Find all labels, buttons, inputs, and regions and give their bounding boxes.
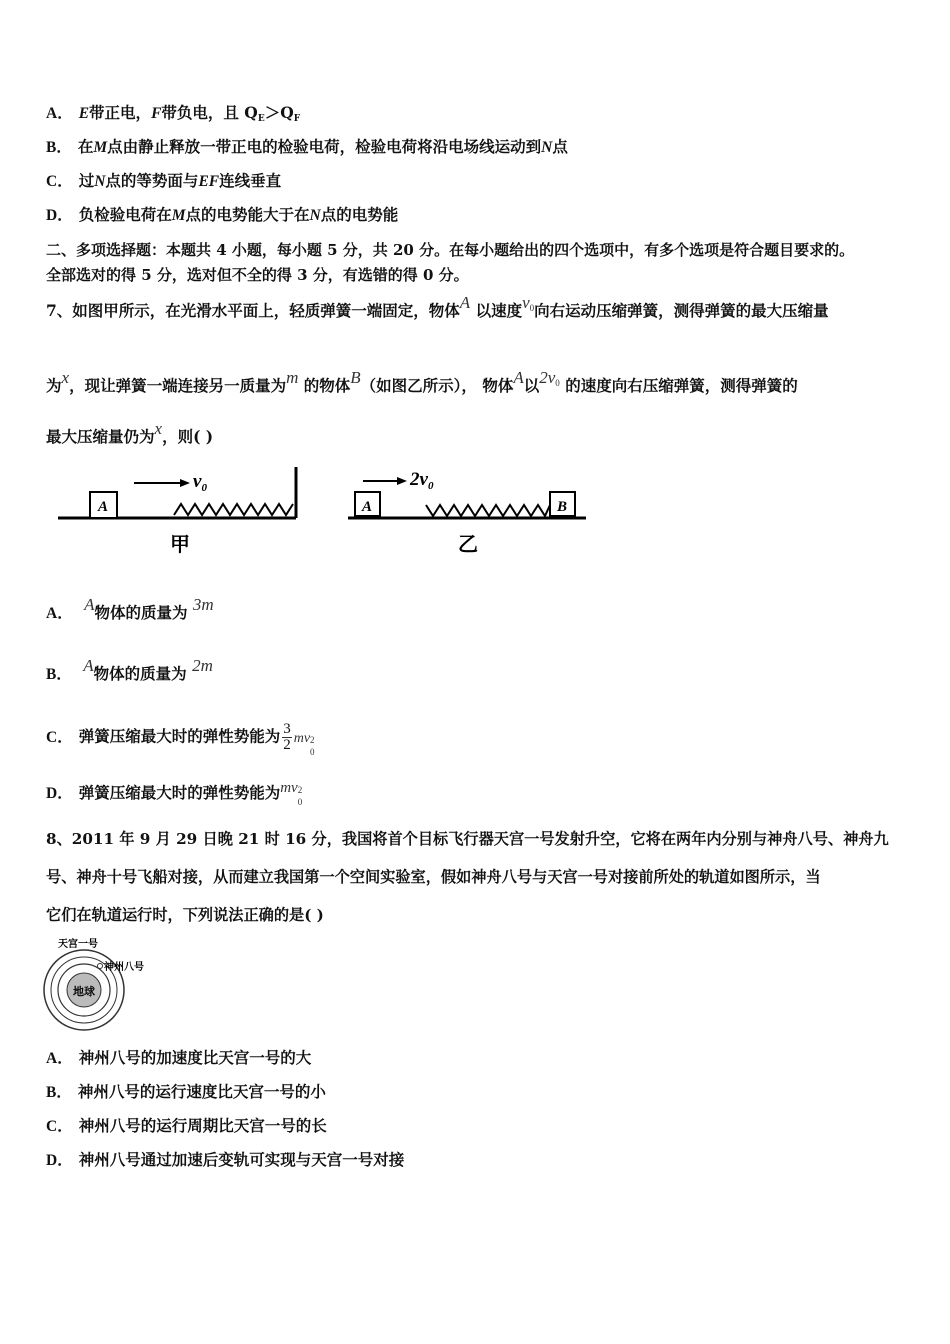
q8-orbit-figure bbox=[40, 934, 170, 1034]
q6-option-a: A． E带正电，F带负电，且 $Q_E>Q_F$ bbox=[46, 103, 301, 124]
caption-jia: 甲 bbox=[170, 534, 190, 556]
section2-line2: 全部选对的得 5 分，选对但不全的得 3 分，有选错的得 0 分。 bbox=[46, 266, 469, 284]
q7-stem-line1: 7、如图甲所示，在光滑水平面上，轻质弹簧一端固定，物体A 以速度$v_0$向右运动压缩弹簧，测得弹簧的最大压缩量 bbox=[46, 293, 829, 320]
shenzhou-label: 神州八号 bbox=[104, 962, 144, 973]
caption-yi: 乙 bbox=[458, 534, 478, 556]
arrowhead-jia bbox=[180, 479, 190, 487]
fraction-3-2: $\frac{3}{2}$ bbox=[283, 721, 291, 753]
block-a-label: A bbox=[97, 499, 109, 515]
earth-label: 地球 bbox=[73, 986, 95, 998]
q7-option-a: A． A物体的质量为 3m bbox=[46, 595, 214, 622]
q8-option-d: D． 神州八号通过加速后变轨可实现与天宫一号对接 bbox=[46, 1150, 405, 1169]
q8-option-c: C． 神州八号的运行周期比天宫一号的长 bbox=[46, 1116, 327, 1135]
velocity-label-yi: $2v_0$ bbox=[410, 469, 434, 492]
q7-stem-line3: 最大压缩量仍为x，则( ) bbox=[46, 419, 214, 446]
velocity-label-jia: $v_0$ bbox=[193, 471, 207, 494]
tiangong-label: 天宫一号 bbox=[58, 939, 98, 950]
spring-jia bbox=[174, 504, 293, 515]
arrowhead-yi bbox=[397, 477, 407, 485]
block-b-label: B bbox=[556, 499, 568, 515]
section2-line1: 二、多项选择题：本题共 4 小题，每小题 5 分，共 20 分。在每小题给出的四个选项中，有多个选项是符合题目要求的。 bbox=[46, 241, 855, 259]
q8-option-a: A． 神州八号的加速度比天宫一号的大 bbox=[46, 1048, 312, 1067]
q7-option-c: C． 弹簧压缩最大时的弹性势能为 $\frac{3}{2}$ mv 2 0 bbox=[46, 721, 315, 757]
figure-yi bbox=[348, 469, 586, 556]
shenzhou-marker bbox=[98, 964, 103, 969]
q6-option-b: B． 在M点由静止释放一带正电的检验电荷，检验电荷将沿电场线运动到N点 bbox=[46, 137, 568, 156]
q7-stem-line2: 为x，现让弹簧一端连接另一质量为m 的物体B（如图乙所示）， 物体A以$2v_0$ 的速度向右压缩弹簧，测得弹簧的 bbox=[46, 368, 798, 395]
spring-yi bbox=[426, 505, 550, 516]
q8-stem-line3: 它们在轨道运行时，下列说法正确的是( ) bbox=[46, 906, 324, 924]
q7-figure bbox=[50, 455, 610, 565]
figure-jia bbox=[58, 467, 296, 556]
q8-stem-line2: 号、神舟十号飞船对接，从而建立我国第一个空间实验室，假如神舟八号与天宫一号对接前所处的轨道如图所示，当 bbox=[46, 868, 821, 886]
q6-option-d: D． 负检验电荷在M点的电势能大于在N点的电势能 bbox=[46, 205, 399, 224]
q8-option-b: B． 神州八号的运行速度比天宫一号的小 bbox=[46, 1082, 326, 1101]
q6-option-c: C． 过N点的等势面与EF连线垂直 bbox=[46, 171, 282, 190]
block-a-label-yi: A bbox=[361, 499, 373, 515]
q8-stem-line1: 8、2011 年 9 月 29 日晚 21 时 16 分，我国将首个目标飞行器天宫一号发射升空，它将在两年内分别与神舟八号、神舟九 bbox=[46, 830, 889, 848]
q7-option-d: D． 弹簧压缩最大时的弹性势能为mv 2 0 bbox=[46, 780, 303, 807]
q7-option-b: B． A物体的质量为 2m bbox=[46, 656, 213, 683]
